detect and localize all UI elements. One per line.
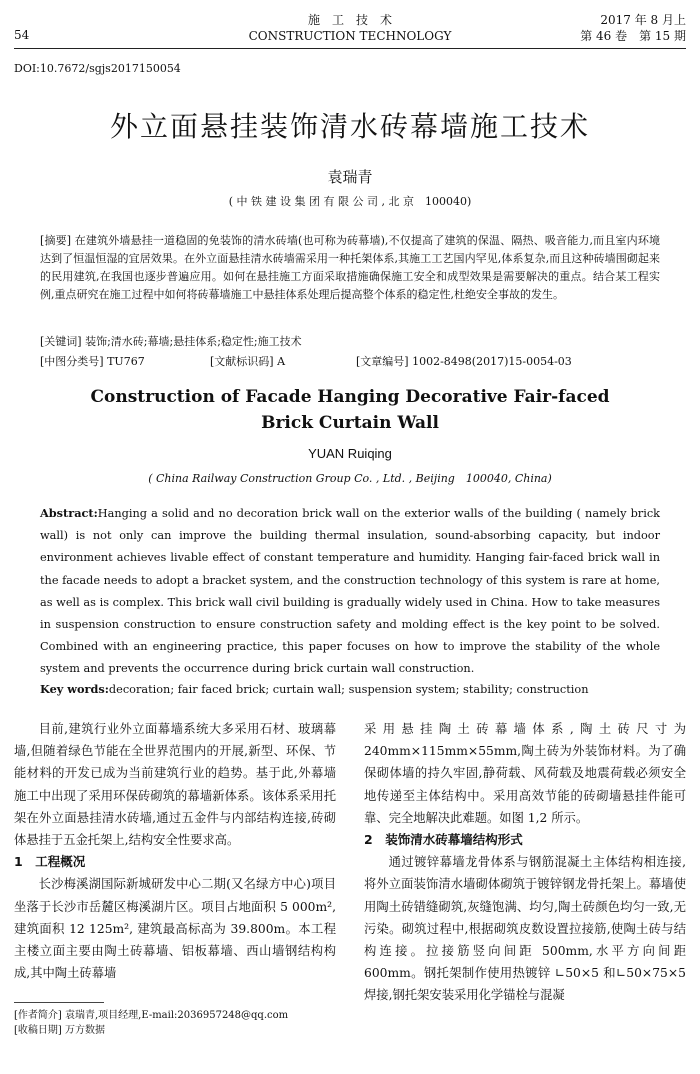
author-intro: [作者简介] 袁瑞青,项目经理,E-mail:2036957248@qq.com <box>14 1010 289 1021</box>
author-en: YUAN Ruiqing <box>308 446 392 461</box>
issue-info <box>580 12 686 44</box>
issue-date: 2017 年 8 月上 <box>600 13 686 27</box>
title-cn: 外立面悬挂装饰清水砖幕墙施工技术 <box>109 110 590 143</box>
abstract-en-label: Abstract <box>40 506 94 520</box>
overview-paragraph: 长沙梅溪湖国际新城研发中心二期(又名绿方中心)项目坐落于长沙市岳麓区梅溪湖片区。项目占地面积 5 000m², 建筑面积 12 125m², 建筑最高标高为 39.800m。本工程主楼立面主要由陶土砖幕墙、铝板幕墙、西山墙钢结构构成,其中陶土砖幕墙 <box>14 877 336 981</box>
title-en-line2: Brick Curtain Wall <box>261 413 439 433</box>
keywords-cn <box>40 333 660 351</box>
continued-paragraph: 采用悬挂陶土砖幕墙体系,陶土砖尺寸为 240mm×115mm×55mm,陶土砖为外装饰材料。为了确保砌体墙的持久牢固,静荷载、风荷载及地震荷载必须安全地传递至主体结构中。采用高效节能的砖砌墙悬挂件能可靠、完全地解决此难题。如图 1,2 所示。 <box>364 722 686 825</box>
doi: DOI:10.7672/sgjs2017150054 <box>14 62 181 75</box>
keywords-en-label: Key words <box>40 682 105 696</box>
structure-paragraph: 通过镀锌幕墙龙骨体系与钢筋混凝土主体结构相连接,将外立面装饰清水墙砌体砌筑于镀锌钢龙骨托架上。幕墙使用陶土砖错缝砌筑,灰缝饱满、均匀,陶土砖颜色均匀一致,无污染。砌筑过程中,根据砌筑皮数设置拉接筋,使陶土砖与结构连接。拉接筋竖向间距 500mm,水平方向间距 600mm。钢托架制作使用热镀锌 ∟50×5 和∟50×75×5焊接,钢托架安装采用化学锚栓与混凝 <box>364 855 686 1003</box>
abstract-en-text: Hanging a solid and no decoration brick wall on the exterior walls of the building ( namely brick wall) is not only can improve the building thermal insulation, sound-absorbing capacity, but indoor environment achieves livable effect of constant temperature and humidity. Hanging fair-faced brick wall in the facade needs to adopt a bracket system, and the construction technology of this system is rare at home, as well as is complex. This brick wall civil building is gradually widely used in China. How to take measures in suspension construction to ensure construction safety and molding effect is the key point to be solved. Combined with an engineering practice, this paper focuses on how to improve the stability of the whole system and prevents the occurrence during brick curtain wall construction. <box>40 507 660 676</box>
body-column-left <box>14 718 336 984</box>
abstract-en: Abstract:Hanging a solid and no decoration brick wall on the exterior walls of the building ( namely brick wall) is not only can improve the building thermal insulation, sound-absorbing capacity, but indoor environment achieves livable effect of constant temperature and humidity. Hanging fair-faced brick wall in the facade needs to adopt a bracket system, and the construction technology of this system is rare at home, as well as is complex. This brick wall civil building is gradually widely used in China. How to take measures in suspension construction to ensure construction safety and molding effect is the key point to be solved. Combined with an engineering practice, this paper focuses on how to improve the stability of the whole system and prevents the occurrence during brick curtain wall construction. <box>40 506 660 676</box>
journal-name-en: CONSTRUCTION TECHNOLOGY <box>248 29 452 43</box>
document-code <box>210 353 285 369</box>
section-heading-2: 2 装饰清水砖幕墙结构形式 <box>364 832 523 848</box>
clc-value: TU767 <box>107 355 145 368</box>
clc-label: [中图分类号] <box>40 355 104 368</box>
keywords-en: Key words:decoration; fair faced brick; curtain wall; suspension system; stability; construction <box>40 682 589 696</box>
keywords-cn-label: [关键词] <box>40 335 82 348</box>
article-value: 1002-8498(2017)15-0054-03 <box>412 355 572 368</box>
doc-value: A <box>277 355 286 368</box>
affiliation-cn: ( 中 铁 建 设 集 团 有 限 公 司 , 北 京 100040) <box>228 195 472 208</box>
intro-paragraph: 目前,建筑行业外立面幕墙系统大多采用石材、玻璃幕墙,但随着绿色节能在全世界范围内的开展,新型、环保、节能材料的开发已成为当前建筑行业的趋势。基于此,外幕墙施工中出现了采用环保砖砌筑的幕墙新体系。该体系采用托架在外立面悬挂清水砖墙,通过五金件与内部结构连接,砖砌体悬挂于五金托架上,结构安全性要求高。 <box>14 722 336 848</box>
page-number: 54 <box>14 28 30 42</box>
abstract-cn-text: 在建筑外墙悬挂一道稳固的免装饰的清水砖墙(也可称为砖幕墙),不仅提高了建筑的保温、隔热、吸音能力,而且室内环境达到了恒温恒湿的宜居效果。在外立面悬挂清水砖墙需采用一种托架体系,其施工工艺国内罕见,体系复杂,而且这种砖墙围砌起来的民用建筑,在我国也逐步普遍应用。如何在悬挂施工方面采取措施确保施工安全和成型效果是需要解决的重点。结合某工程实例,重点研究在施工过程中如何将砖幕墙施工中悬挂体系处理后提高整个体系的稳定性,杜绝安全事故的发生。 <box>40 234 660 301</box>
footnote <box>14 1008 288 1038</box>
abstract-cn <box>40 232 660 304</box>
article-number <box>356 353 572 369</box>
header-divider <box>14 48 686 49</box>
article-label: [文章编号] <box>356 355 409 368</box>
title-en <box>0 384 700 436</box>
journal-name-cn: 施 工 技 术 <box>307 13 392 27</box>
doc-label: [文献标识码] <box>210 355 274 368</box>
affiliation-en: ( China Railway Construction Group Co. , Ltd. , Beijing 100040, China) <box>148 472 552 485</box>
keywords-cn-text: 装饰;清水砖;幕墙;悬挂体系;稳定性;施工技术 <box>85 335 302 348</box>
issue-volume: 第 46 卷 第 15 期 <box>580 29 686 43</box>
abstract-cn-label: [摘要] <box>40 234 72 247</box>
title-en-line1: Construction of Facade Hanging Decorative Fair-faced <box>90 387 610 407</box>
author-cn: 袁瑞青 <box>327 168 373 186</box>
body-column-right <box>364 718 686 1007</box>
footnote-divider <box>14 1002 104 1003</box>
keywords-en-text: decoration; fair faced brick; curtain wall; suspension system; stability; construction <box>108 683 589 696</box>
clc-number <box>40 353 145 369</box>
received-date: [收稿日期] 万方数据 <box>14 1025 105 1036</box>
section-heading-1: 1 工程概况 <box>14 854 86 870</box>
